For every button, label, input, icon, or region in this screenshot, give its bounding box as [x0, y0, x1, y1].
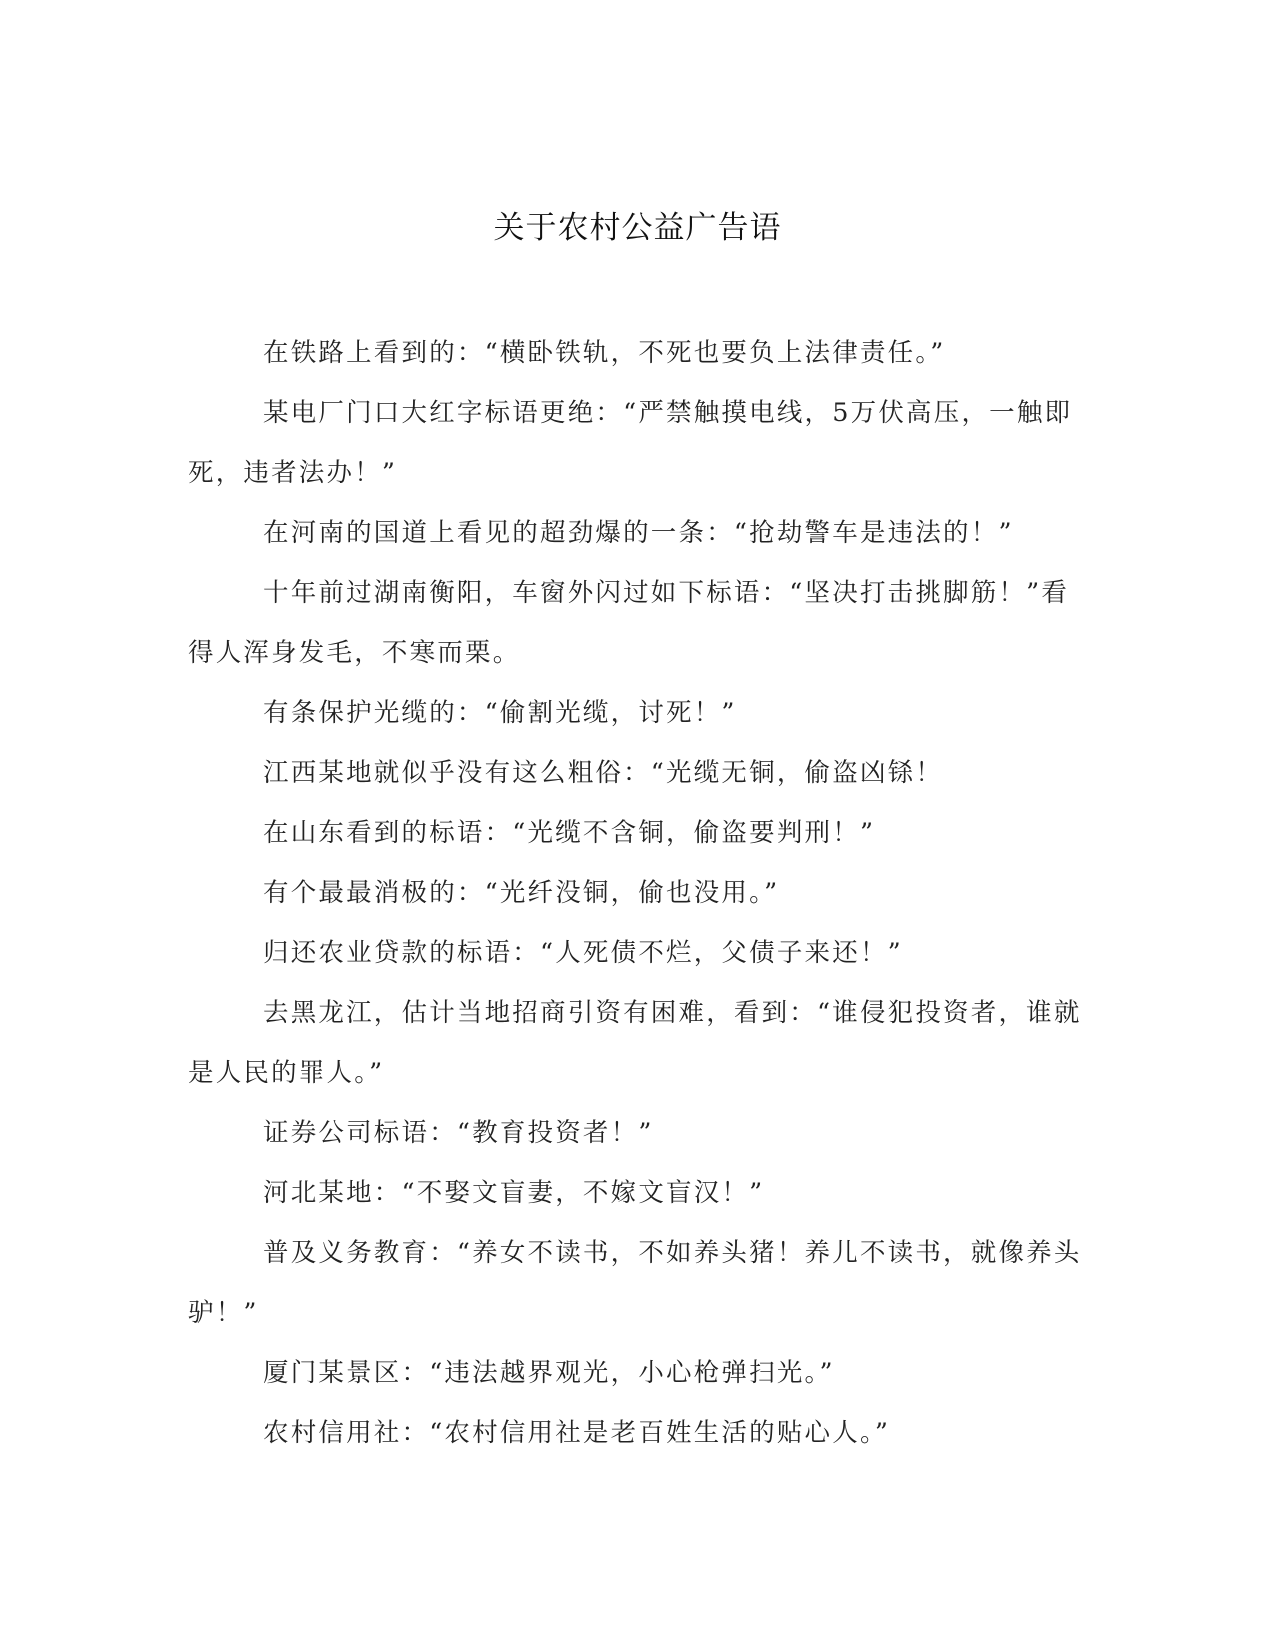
- paragraph: 在河南的国道上看见的超劲爆的一条：“抢劫警车是违法的！”: [263, 518, 1014, 548]
- paragraph: 归还农业贷款的标语：“人死债不烂，父债子来还！”: [263, 938, 903, 968]
- paragraph: 农村信用社：“农村信用社是老百姓生活的贴心人。”: [263, 1418, 891, 1448]
- document-body: [188, 323, 1088, 1463]
- paragraph: 有个最最消极的：“光纤没铜，偷也没用。”: [263, 878, 780, 908]
- paragraph: 十年前过湖南衡阳，车窗外闪过如下标语：“坚决打击挑脚筋！”看得人浑身发毛，不寒而栗。: [188, 578, 1070, 668]
- paragraph: 河北某地：“不娶文盲妻，不嫁文盲汉！”: [263, 1178, 765, 1208]
- paragraph: 在山东看到的标语：“光缆不含铜，偷盗要判刑！”: [263, 818, 876, 848]
- paragraph: 有条保护光缆的：“偷割光缆，讨死！”: [263, 698, 737, 728]
- paragraph: 证券公司标语：“教育投资者！”: [263, 1118, 654, 1148]
- paragraph: 厦门某景区：“违法越界观光，小心枪弹扫光。”: [263, 1358, 835, 1388]
- paragraph: 江西某地就似乎没有这么粗俗：“光缆无铜，偷盗凶铩！: [263, 758, 944, 788]
- paragraph: 在铁路上看到的：“横卧铁轨，不死也要负上法律责任。”: [263, 338, 946, 368]
- document-title: 关于农村公益广告语: [493, 210, 782, 246]
- paragraph: 去黑龙江，估计当地招商引资有困难，看到：“谁侵犯投资者，谁就是人民的罪人。”: [188, 998, 1082, 1088]
- paragraph: 普及义务教育：“养女不读书，不如养头猪！养儿不读书，就像养头驴！”: [188, 1238, 1082, 1328]
- paragraph: 某电厂门口大红字标语更绝：“严禁触摸电线，5万伏高压，一触即死，违者法办！”: [188, 398, 1073, 488]
